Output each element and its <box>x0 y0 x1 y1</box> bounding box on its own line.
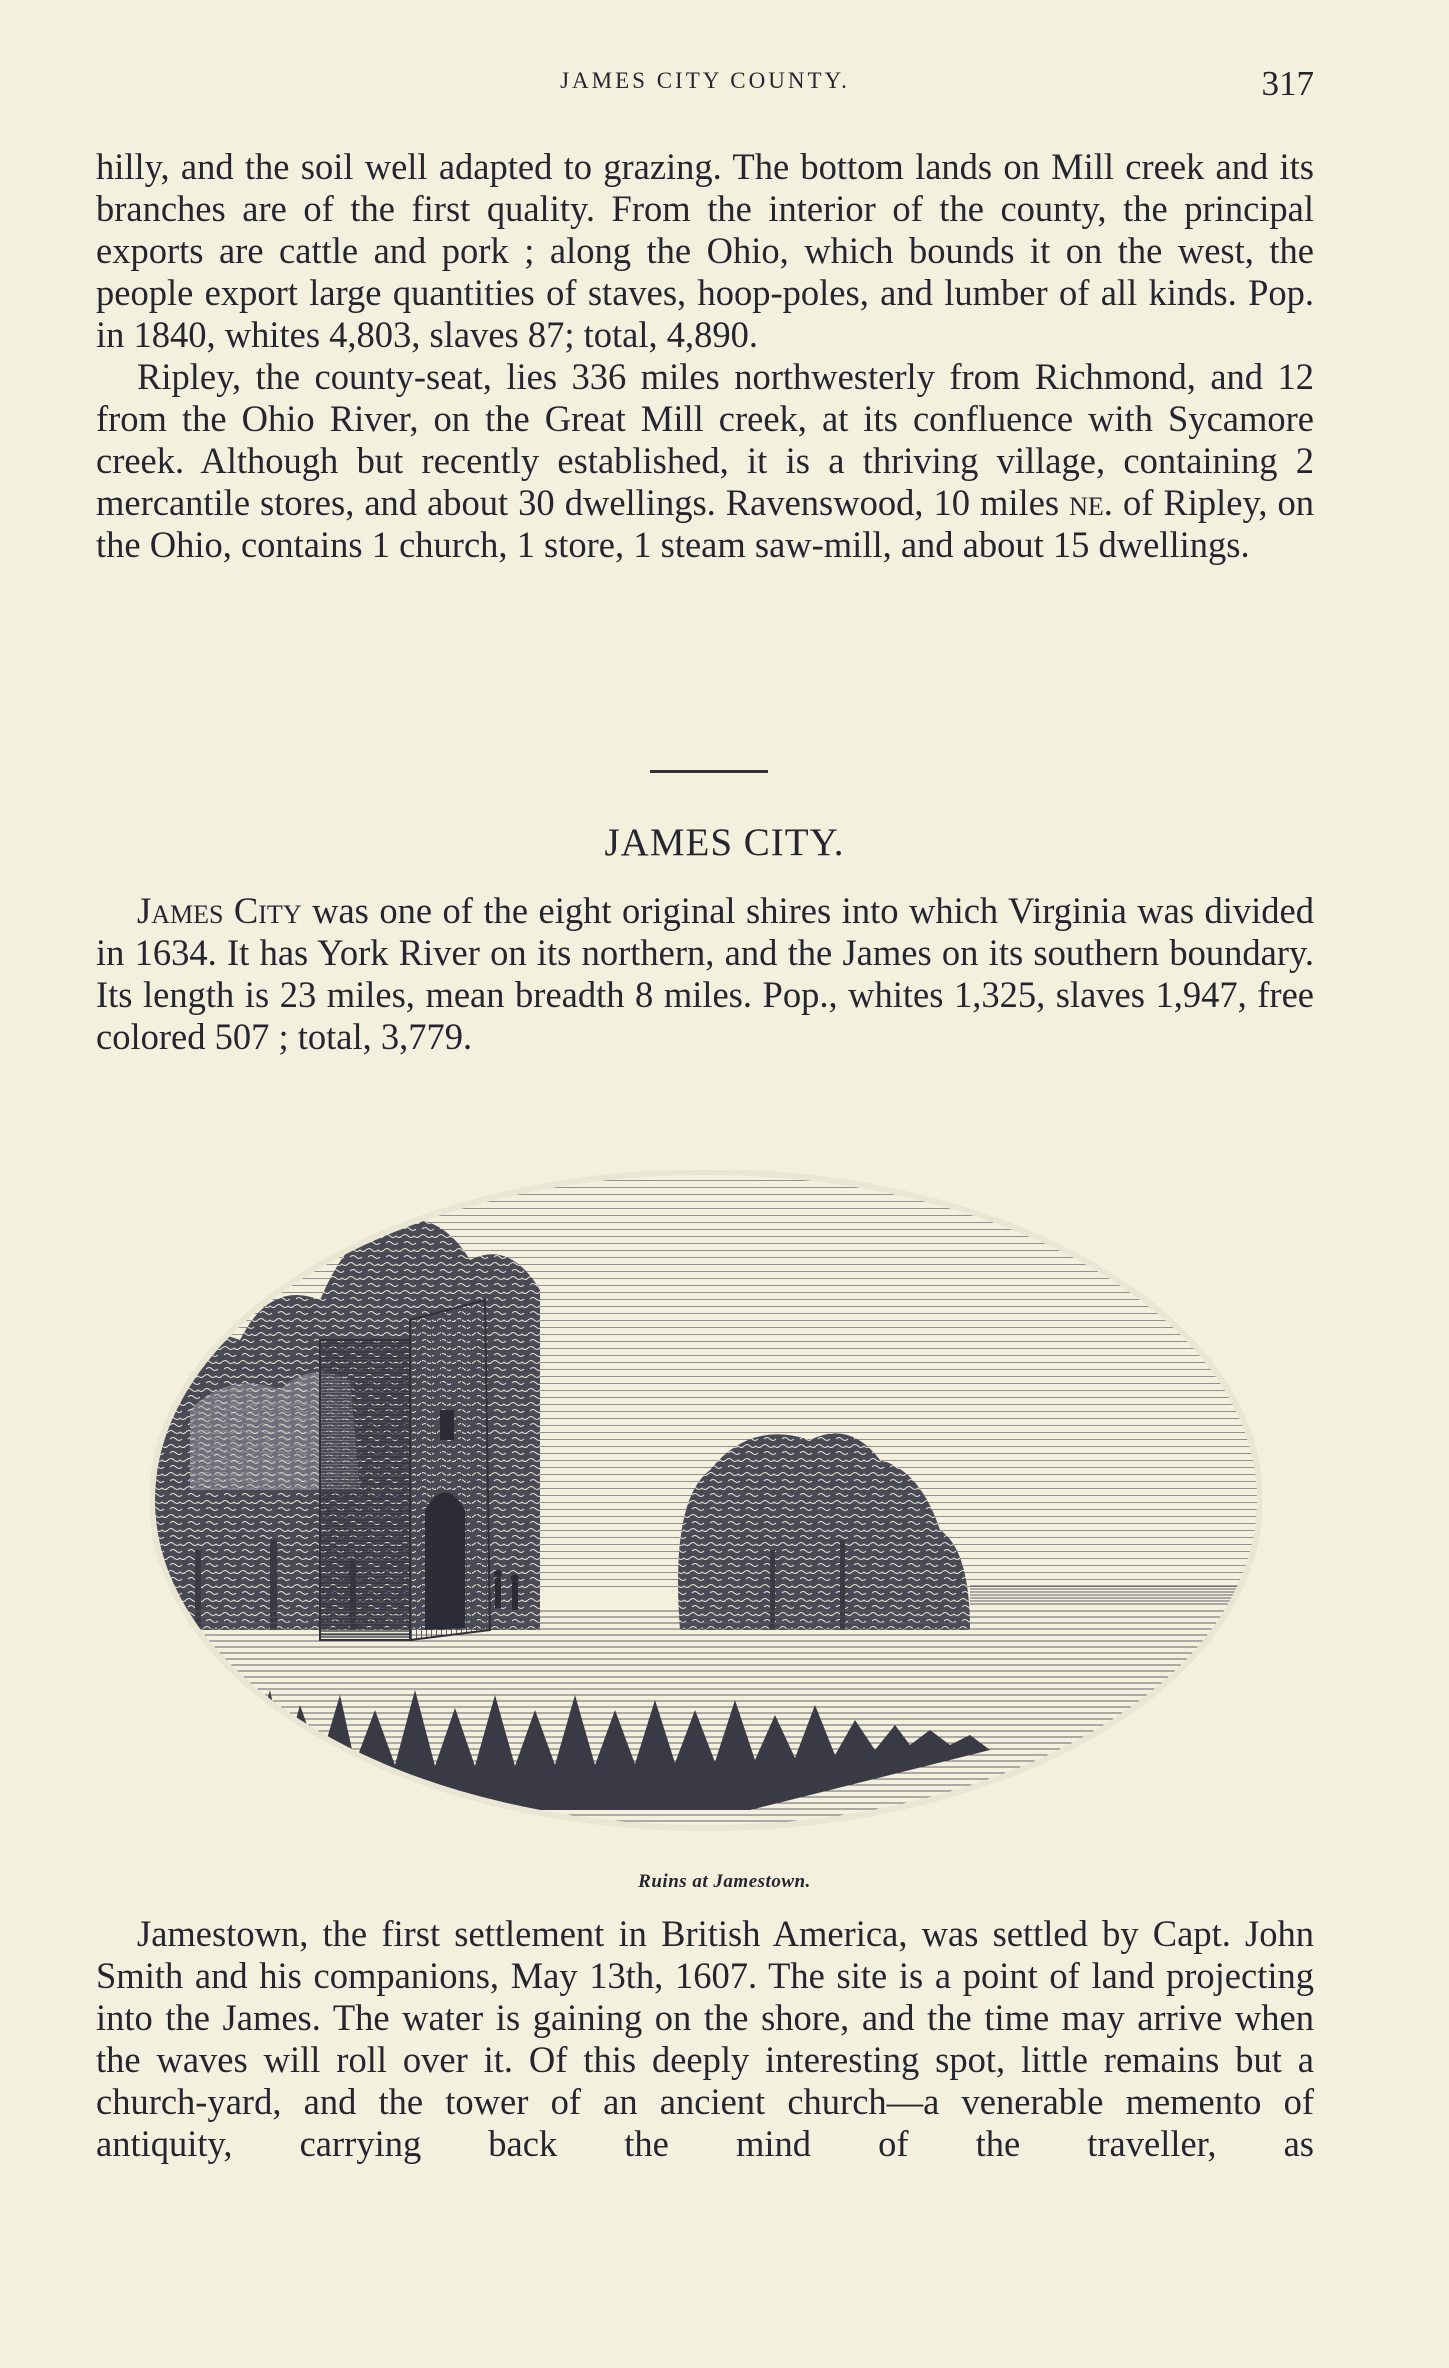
ruins-engraving <box>150 1170 1262 1860</box>
illustration-caption: Ruins at Jamestown. <box>638 1871 811 1892</box>
section-paragraph-body: was one of the eight original shires into which Virginia was divided in 1634. It has York River on its northern, and the James on its southern boundary. Its length is 23 miles, mean breadth 8 miles. Pop., whites 1,325, slaves 1,947, free colored 507 ; total, 3,779. <box>96 890 1315 1057</box>
running-head <box>96 64 1314 104</box>
section-divider <box>650 770 768 773</box>
section-lead: James City <box>137 890 302 931</box>
direction-abbreviation: ne. <box>1069 482 1113 523</box>
section-text <box>96 890 1314 1058</box>
intro-paragraph-2-part-2: of Ripley, on the Ohio, contains 1 church, 1 store, 1 steam saw-mill, and about 15 dwellings. <box>96 482 1315 565</box>
closing-text <box>96 1913 1314 2165</box>
page-number: 317 <box>1261 64 1314 103</box>
running-title: JAMES CITY COUNTY. <box>560 68 850 93</box>
intro-paragraph-2-part-1: Ripley, the county-seat, lies 336 miles northwesterly from Richmond, and 12 from the Ohio River, on the Great Mill creek, at its confluence with Sycamore creek. Although but recently established, it is a thriving village, containing 2 mercantile stores, and about 30 dwellings. Ravenswood, 10 miles <box>96 356 1314 523</box>
section-paragraph <box>96 890 1314 1058</box>
intro-text <box>96 146 1314 566</box>
intro-paragraph-2 <box>96 356 1314 566</box>
section-title: JAMES CITY. <box>604 821 845 864</box>
closing-paragraph: Jamestown, the first settlement in British America, was settled by Capt. John Smith and his companions, May 13th, 1607. The site is a point of land projecting into the James. The water is gaining on the shore, and the time may arrive when the waves will roll over it. Of this deeply interesting spot, little remains but a church-yard, and the tower of an ancient church—a venerable memento of antiquity, carrying back the mind of the traveller, as <box>96 1913 1314 2164</box>
intro-paragraph-1: hilly, and the soil well adapted to grazing. The bottom lands on Mill creek and its branches are of the first quality. From the interior of the county, the principal exports are cattle and pork ; along the Ohio, which bounds it on the west, the people export large quantities of staves, hoop-poles, and lumber of all kinds. Pop. in 1840, whites 4,803, slaves 87; total, 4,890. <box>96 146 1314 355</box>
